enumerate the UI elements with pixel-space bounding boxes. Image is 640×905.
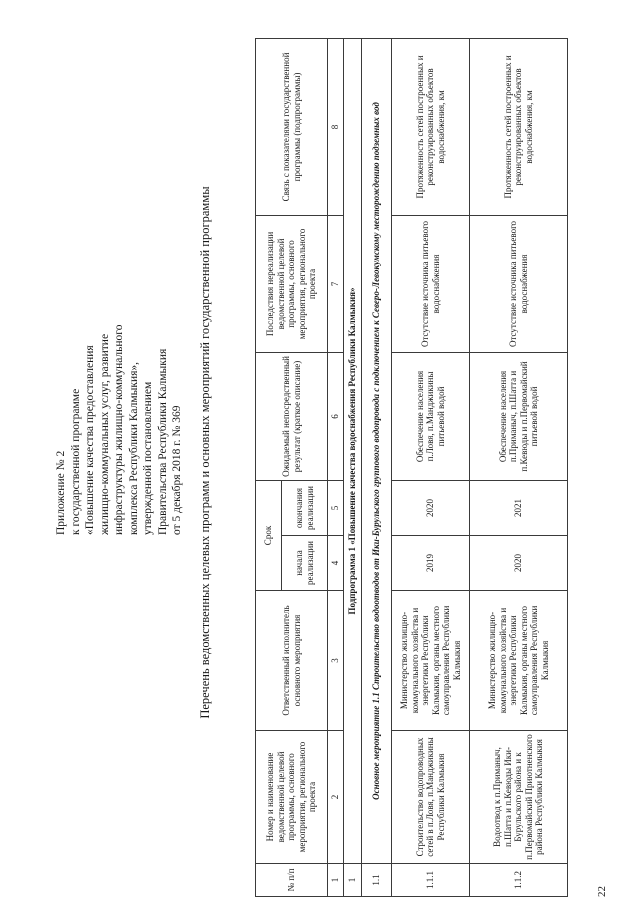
row-start: 2020: [470, 536, 568, 591]
annex-line: инфраструктуры жилищно-коммунального: [113, 324, 125, 535]
annex-line: комплекса Республики Калмыкия»,: [127, 361, 140, 535]
header-term: Срок: [256, 480, 282, 590]
annex-line: «Повышение качества предоставления: [84, 345, 96, 535]
subprogram-title: Подпрограмма 1 «Повышение качества водоснабжения Республики Калмыкия»: [344, 38, 362, 863]
row-executor: Министерство жилищно-коммунального хозяйства и энергетики Республики Калмыкия, органы местного самоуправления Республики Калмыкия: [470, 591, 568, 731]
annex-line: Правительства Республики Калмыкия: [156, 348, 169, 535]
row-consequences: Отсутствие источника питьевого водоснабжения: [470, 215, 568, 352]
col-number: 2: [328, 731, 344, 864]
header-end: окончания реализации: [282, 480, 328, 535]
col-number: 1: [328, 864, 344, 897]
main-event-num: 1.1: [362, 864, 392, 897]
main-event-row: [362, 38, 392, 896]
main-event-title: Основное мероприятие 1.1 Строительство водоотводов от Ики-Бурульского группового водопровода с подключением к Северо-Левокумскому месторождению подземных вод: [362, 38, 392, 863]
annex-line: от 5 декабря 2018 г. № 369: [171, 405, 183, 535]
row-num: 1.1.1: [392, 864, 470, 897]
row-consequences: Отсутствие источника питьевого водоснабжения: [392, 215, 470, 352]
annex-block: [54, 205, 185, 535]
page-number: 22: [596, 886, 608, 897]
row-executor: Министерство жилищно-коммунального хозяйства и энергетики Республики Калмыкия, органы местного самоуправления Республики Калмыкия: [392, 591, 470, 731]
row-result: Обеспечение населения п.Приманыч, п.Шатта и п.Кевюды и п.Первомайский питьевой водой: [470, 352, 568, 480]
row-name: Водоотвод к п.Приманыч, п.Шатта и п.Кевюды Ики-Бурульского района и к п.Первомайский Приютненского района Республики Калмыкия: [470, 731, 568, 864]
col-number: 6: [328, 352, 344, 480]
annex-line: к государственной программе: [69, 388, 82, 535]
table-row: [392, 38, 470, 896]
row-link: Протяженность сетей построенных и реконструированных объектов водоснабжения, км: [392, 38, 470, 215]
row-name: Строительство водопроводных сетей в п.Ловя, п.Манджикины Республики Калмыкия: [392, 731, 470, 864]
col-number: 5: [328, 480, 344, 535]
header-consequences: Последствия нереализации ведомственной целевой программы, основного мероприятия, регионального проекта: [256, 215, 328, 352]
col-number: 3: [328, 591, 344, 731]
col-number: 4: [328, 536, 344, 591]
annex-line: жилищно-коммунальных услуг, развитие: [98, 333, 111, 535]
row-link: Протяженность сетей построенных и реконструированных объектов водоснабжения, км: [470, 38, 568, 215]
header-name: Номер и наименование ведомственной целевой программы, основного мероприятия, регионального проекта: [256, 731, 328, 864]
row-num: 1.1.2: [470, 864, 568, 897]
table-row: [470, 38, 568, 896]
header-executor: Ответственный исполнитель основного мероприятия: [256, 591, 328, 731]
col-number: 7: [328, 215, 344, 352]
row-result: Обеспечение населения п.Ловя, п.Манджикины питьевой водой: [392, 352, 470, 480]
subprogram-num: 1: [344, 864, 362, 897]
annex-line: Приложение № 2: [55, 450, 67, 535]
row-end: 2021: [470, 480, 568, 535]
col-number: 8: [328, 38, 344, 215]
row-start: 2019: [392, 536, 470, 591]
column-numbers-row: [328, 38, 344, 896]
header-start: начала реализации: [282, 536, 328, 591]
header-result: Ожидаемый непосредственный результат (краткое описание): [256, 352, 328, 480]
subprogram-row: [344, 38, 362, 896]
document-title: Перечень ведомственных целевых программ и основных мероприятий государственной программы: [198, 186, 212, 719]
header-link: Связь с показателями государственной программы (подпрограммы): [256, 38, 328, 215]
row-end: 2020: [392, 480, 470, 535]
header-num: № п/п: [256, 864, 328, 897]
annex-line: утвержденной постановлением: [142, 381, 154, 535]
events-table: [255, 38, 568, 897]
